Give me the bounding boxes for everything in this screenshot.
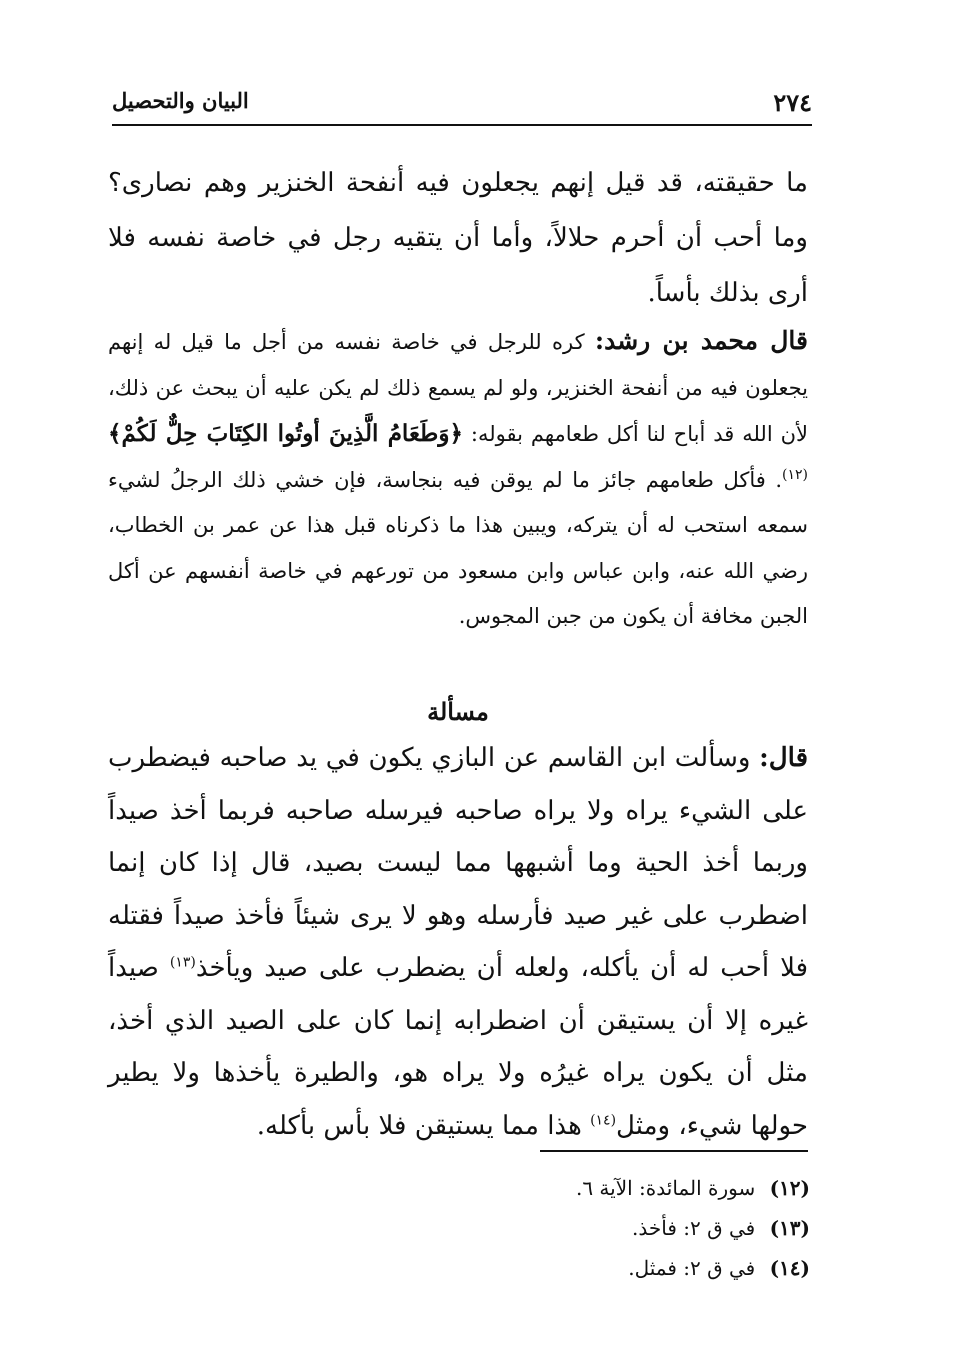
footnote-13 xyxy=(310,1208,810,1248)
paragraph-1-text: ما حقيقته، قد قيل إنهم يجعلون فيه أنفحة الخنزير وهم نصارى؟ وما أحب أن أحرم حلالاً، وأما أن يتقيه رجل في خاصة نفسه فلا أرى بذلك بأساً. xyxy=(108,168,808,308)
section-heading: مسألة xyxy=(427,697,489,726)
paragraph-1 xyxy=(108,156,808,321)
paragraph-2-text-b: . فأكل طعامهم جائز ما لم يوقن فيه بنجاسة، فإن خشي ذلك الرجلُ لشيء سمعه استحب له أن يتركه، ويبين هذا ما ذكرناه قبل هذا عن عمر بن الخطاب، رضي الله عنه، وابن عباس وابن مسعود من تورعهم في خاصة أنفسهم عن أكل الجبن مخافة أن يكون من جبن المجوس. xyxy=(108,467,808,628)
footnote-12 xyxy=(310,1168,810,1208)
footnote-divider xyxy=(540,1150,808,1152)
paragraph-3-text-c: هذا مما يستيقن فلا بأس بأكله. xyxy=(256,1110,582,1141)
footnote-ref-13: (١٣) xyxy=(169,954,196,971)
running-title: البيان والتحصيل xyxy=(112,88,249,113)
speaker-label: قال محمد بن رشد: xyxy=(594,326,809,355)
page-number: ٢٧٤ xyxy=(773,88,812,117)
paragraph-3-text-a: وسألت ابن القاسم عن البازي يكون في يد صاحبه فيضطرب على الشيء يراه ولا يراه صاحبه فيرسله صاحبه فربما أخذ صيداً وربما أخذ الحية وما أشبهها مما ليست بصيد، قال إذا كان إنما اضطرب على غير صيد فأرسله وهو لا يرى شيئاً فأخذ صيداً فقتله فلا أحب له أن يأكله، ولعله أن يضطرب على صيد ويأخذ xyxy=(108,743,809,983)
footnote-number: (١٣) xyxy=(769,1216,810,1240)
paragraph-3 xyxy=(108,732,808,1152)
footnote-text: في ق ٢: فأخذ. xyxy=(632,1216,756,1240)
paragraph-2 xyxy=(108,318,808,640)
paragraph-2-text-a: كره للرجل في خاصة نفسه من أجل ما قيل له إنهم يجعلون فيه من أنفحة الخنزير، ولو لم يسمع ذلك لم يكن عليه أن يبحث عن ذلك، لأن الله قد أباح لنا أكل طعامهم بقوله: xyxy=(108,330,808,446)
speaker-label: قال: xyxy=(759,743,808,773)
footnotes xyxy=(310,1168,810,1288)
footnote-14 xyxy=(310,1248,810,1288)
quran-quote: ﴿وَطَعَامُ الَّذِينَ أوتُوا الكِتَابَ حِلٌّ لَكُمْ﴾ xyxy=(108,420,463,447)
footnote-number: (١٢) xyxy=(769,1176,810,1200)
page-header xyxy=(112,84,812,126)
footnote-ref-14: (١٤) xyxy=(590,1111,617,1128)
footnote-text: سورة المائدة: الآية ٦. xyxy=(575,1176,756,1200)
footnote-number: (١٤) xyxy=(769,1256,810,1280)
footnote-text: في ق ٢: فمثل. xyxy=(628,1256,756,1280)
footnote-ref-12: (١٢) xyxy=(782,466,808,483)
paragraph-3-text-b: صيداً غيره إلا أن يستيقن أن اضطرابه إنما كان على الصيد الذي أخذ، مثل أن يكون يراه غيرُه ولا يراه هو، والطيرة يأخذها ولا يطير حولها شيء، ومثل xyxy=(108,953,808,1141)
